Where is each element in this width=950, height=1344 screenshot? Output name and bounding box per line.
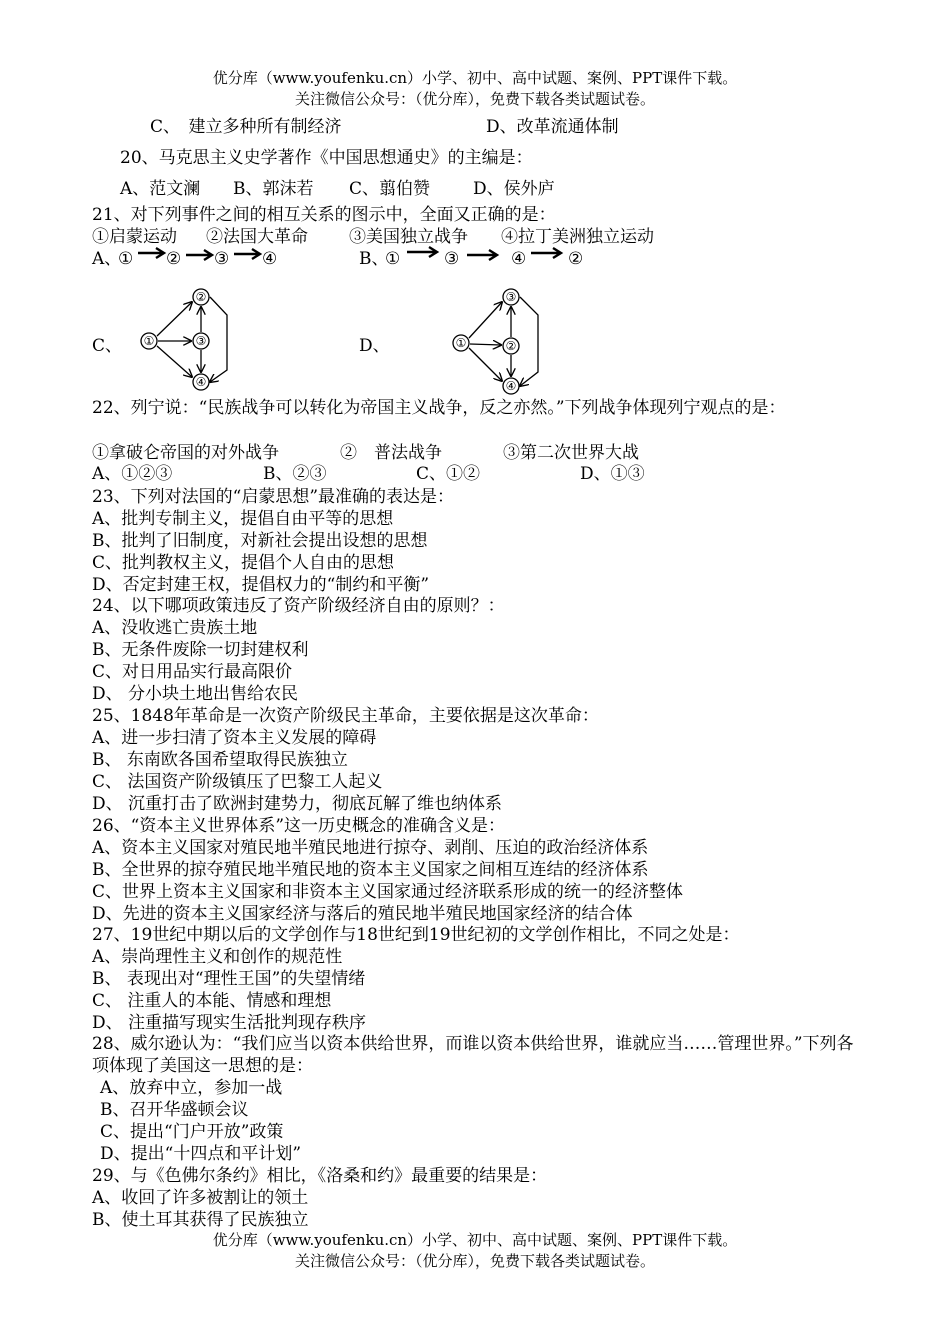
- q25-option-d: D、 沉重打击了欧洲封建势力，彻底瓦解了维也纳体系: [92, 794, 503, 814]
- q23-stem: 23、下列对法国的“启蒙思想”最准确的表达是：: [92, 487, 455, 507]
- header-line-1: 优分库（www.youfenku.cn）小学、初中、高中试题、案例、PPT课件下载。: [212, 69, 738, 87]
- q26-option-d: D、先进的资本主义国家经济与落后的殖民地半殖民地国家经济的结合体: [92, 904, 633, 924]
- q22-item-3: ③第二次世界大战: [503, 443, 639, 463]
- q23-option-a: A、批判专制主义，提倡自由平等的思想: [92, 509, 394, 529]
- q20-option-c: C、翦伯赞: [349, 179, 431, 199]
- arrow-line: [157, 302, 192, 336]
- q28-option-d: D、提出“十四点和平计划”: [100, 1144, 302, 1164]
- q28-option-c: C、提出“门户开放”政策: [100, 1122, 284, 1142]
- c-node-label: ④: [195, 375, 207, 389]
- q21-option-b-label: B、: [359, 249, 389, 269]
- q26-option-b: B、全世界的掠夺殖民地半殖民地的资本主义国家之间相互连结的经济体系: [92, 860, 649, 880]
- q21-event-4: ④拉丁美洲独立运动: [501, 227, 654, 247]
- arrow-right-icon: [186, 250, 212, 260]
- d-node-label: ②: [505, 339, 517, 353]
- q21-event-3: ③美国独立战争: [349, 227, 468, 247]
- q20-option-d: D、侯外庐: [473, 179, 555, 199]
- q24-stem: 24、以下哪项政策违反了资产阶级经济自由的原则？：: [92, 596, 505, 616]
- q29-option-a: A、收回了许多被割让的领土: [92, 1188, 309, 1208]
- q22-option-a: A、①②③: [92, 464, 173, 484]
- q21-a-node-2: ②: [166, 249, 182, 269]
- arrow-right-icon: [531, 248, 561, 258]
- q21-option-a-label: A、: [92, 249, 122, 269]
- q22-item-1: ①拿破仑帝国的对外战争: [92, 443, 279, 463]
- d-node-label: ③: [505, 290, 517, 304]
- q21-a-node-4: ④: [262, 249, 278, 269]
- q22-option-b: B、②③: [263, 464, 327, 484]
- q19-option-c: C、 建立多种所有制经济: [150, 117, 342, 137]
- q28-option-a: A、放弃中立，参加一战: [100, 1078, 283, 1098]
- q25-option-b: B、 东南欧各国希望取得民族独立: [92, 750, 348, 770]
- arrow-right-icon: [407, 247, 437, 257]
- q21-b-arrows: [403, 244, 573, 264]
- arrow-line: [469, 348, 502, 381]
- footer-line-2: 关注微信公众号：（优分库），免费下载各类试题试卷。: [294, 1252, 655, 1270]
- q25-option-c: C、 法国资产阶级镇压了巴黎工人起义: [92, 772, 383, 792]
- q29-option-b: B、使土耳其获得了民族独立: [92, 1210, 309, 1230]
- c-node-label: ②: [195, 290, 207, 304]
- q21-event-2: ②法国大革命: [206, 227, 308, 247]
- arrow-line: [520, 297, 538, 386]
- q21-b-node-3: ④: [511, 249, 527, 269]
- c-node-label: ①: [143, 334, 155, 348]
- q20-stem: 20、马克思主义史学著作《中国思想通史》的主编是：: [120, 148, 533, 168]
- q21-c-diagram: [130, 280, 240, 400]
- q27-option-a: A、崇尚理性主义和创作的规范性: [92, 947, 343, 967]
- arrow-right-icon: [467, 250, 497, 260]
- q25-option-a: A、进一步扫清了资本主义发展的障碍: [92, 728, 377, 748]
- arrow-line: [470, 344, 501, 345]
- q24-option-a: A、没收逃亡贵族土地: [92, 618, 258, 638]
- q21-b-node-1: ①: [385, 249, 401, 269]
- q22-item-2: ② 普法战争: [340, 443, 442, 463]
- footer-line-1: 优分库（www.youfenku.cn）小学、初中、高中试题、案例、PPT课件下载。: [212, 1231, 738, 1249]
- q29-stem: 29、与《色佛尔条约》相比，《洛桑和约》最重要的结果是：: [92, 1166, 548, 1186]
- arrow-line: [469, 302, 502, 338]
- q28-stem: 28、威尔逊认为：“我们应当以资本供给世界，而谁以资本供给世界，谁就应当……管理世界。”下列各项体现了美国这一思想的是：: [92, 1034, 854, 1076]
- q23-option-b: B、批判了旧制度，对新社会提出设想的思想: [92, 531, 428, 551]
- q24-option-b: B、无条件废除一切封建权利: [92, 640, 309, 660]
- q27-stem: 27、19世纪中期以后的文学创作与18世纪到19世纪初的文学创作相比，不同之处是：: [92, 925, 740, 945]
- q21-a-node-1: ①: [118, 249, 134, 269]
- q24-option-d: D、 分小块土地出售给农民: [92, 684, 299, 704]
- q28-option-b: B、召开华盛顿会议: [100, 1100, 249, 1120]
- q21-a-node-3: ③: [214, 249, 230, 269]
- q21-option-c-label: C、: [92, 336, 123, 356]
- arrow-line: [210, 297, 227, 382]
- q21-b-node-4: ②: [568, 249, 584, 269]
- q26-option-c: C、世界上资本主义国家和非资本主义国家通过经济联系形成的统一的经济整体: [92, 882, 684, 902]
- arrow-right-icon: [234, 249, 260, 259]
- q27-option-d: D、 注重描写现实生活批判现存秩序: [92, 1013, 367, 1033]
- q26-option-a: A、资本主义国家对殖民地半殖民地进行掠夺、剥削、压迫的政治经济体系: [92, 838, 649, 858]
- q22-stem: 22、列宁说：“民族战争可以转化为帝国主义战争，反之亦然。”下列战争体现列宁观点的是：: [92, 398, 786, 418]
- q21-option-d-label: D、: [359, 336, 390, 356]
- arrow-line: [157, 346, 192, 377]
- d-node-label: ①: [455, 336, 467, 350]
- q19-option-d: D、改革流通体制: [486, 117, 619, 137]
- q23-option-c: C、批判教权主义，提倡个人自由的思想: [92, 553, 395, 573]
- q22-option-c: C、①②: [416, 464, 481, 484]
- arrow-right-icon: [138, 248, 164, 258]
- d-node-label: ④: [505, 379, 517, 393]
- q27-option-b: B、 表现出对“理性王国”的失望情绪: [92, 969, 366, 989]
- q25-stem: 25、1848年革命是一次资产阶级民主革命，主要依据是这次革命：: [92, 706, 599, 726]
- q21-a-arrows: [136, 244, 264, 264]
- c-node-label: ③: [195, 334, 207, 348]
- q21-d-diagram: [440, 280, 550, 400]
- q27-option-c: C、 注重人的本能、情感和理想: [92, 991, 332, 1011]
- q21-stem: 21、对下列事件之间的相互关系的图示中，全面又正确的是：: [92, 205, 556, 225]
- q21-b-node-2: ③: [444, 249, 460, 269]
- q22-option-d: D、①③: [580, 464, 645, 484]
- q26-stem: 26、“资本主义世界体系”这一历史概念的准确含义是：: [92, 816, 506, 836]
- header-line-2: 关注微信公众号：（优分库），免费下载各类试题试卷。: [294, 90, 655, 108]
- q20-option-b: B、郭沫若: [233, 179, 314, 199]
- q21-event-1: ①启蒙运动: [92, 227, 177, 247]
- q20-option-a: A、范文澜: [120, 179, 201, 199]
- q24-option-c: C、对日用品实行最高限价: [92, 662, 293, 682]
- q23-option-d: D、否定封建王权，提倡权力的“制约和平衡”: [92, 575, 430, 595]
